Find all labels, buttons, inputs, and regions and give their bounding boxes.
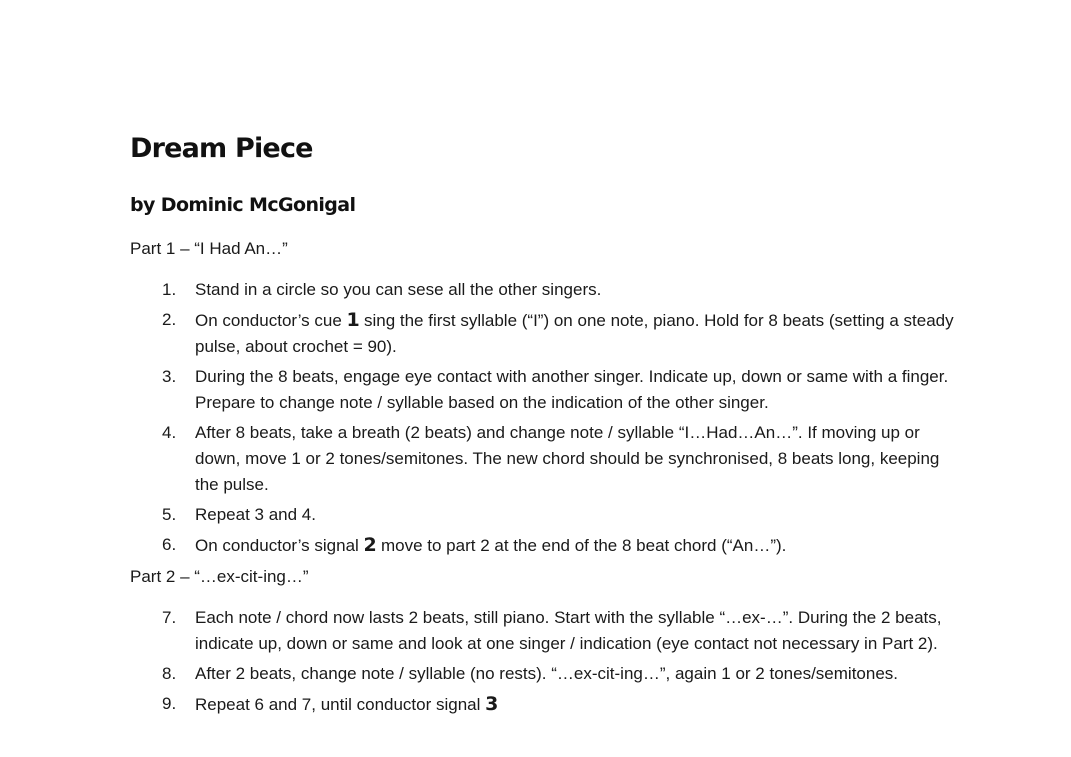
list-item [130, 502, 960, 528]
step-number: 4. [162, 423, 177, 442]
step-text: Stand in a circle so you can sese all the other singers. [195, 280, 602, 299]
part-2-heading: Part 2 – “…ex-cit-ing…” [130, 567, 309, 586]
document-title: Dream Piece [130, 133, 313, 164]
step-text: Each note / chord now lasts 2 beats, still piano. Start with the syllable “…ex-…”. During the 2 beats, indicate up, down or same and look at one singer / indication (eye contact not necessary in Part 2). [195, 608, 942, 653]
conductor-cue-2: 2 [363, 534, 377, 556]
list-item [130, 661, 960, 687]
step-text-after-cue: sing the first syllable (“I”) on one note, piano. Hold for 8 beats (setting a steady pulse, about crochet = 90). [195, 311, 954, 356]
part-1-steps [130, 277, 960, 563]
step-text-after-cue: move to part 2 at the end of the 8 beat chord (“An…”). [376, 536, 787, 555]
list-item [130, 277, 960, 303]
step-text-before-cue: On conductor’s signal [195, 536, 364, 555]
part-2-steps [130, 605, 960, 722]
list-item [130, 532, 960, 559]
step-number: 3. [162, 367, 177, 386]
author-byline: by Dominic McGonigal [130, 194, 356, 216]
step-number: 8. [162, 664, 177, 683]
step-text: Repeat 3 and 4. [195, 505, 316, 524]
step-text-before-cue: On conductor’s cue [195, 311, 347, 330]
conductor-cue-3: 3 [485, 693, 498, 715]
step-text: After 8 beats, take a breath (2 beats) and change note / syllable “I…Had…An…”. If moving up or down, move 1 or 2 tones/semitones. The new chord should be synchronised, 8 beats long, keeping the pulse. [195, 423, 940, 494]
list-item [130, 420, 960, 498]
conductor-cue-1: 1 [346, 309, 360, 331]
list-item [130, 364, 960, 416]
step-number: 7. [162, 608, 177, 627]
list-item [130, 605, 960, 657]
step-number: 9. [162, 694, 177, 713]
step-text: After 2 beats, change note / syllable (no rests). “…ex-cit-ing…”, again 1 or 2 tones/semitones. [195, 664, 899, 683]
step-text-before-cue: Repeat 6 and 7, until conductor signal [195, 695, 486, 714]
step-number: 6. [162, 535, 177, 554]
list-item [130, 307, 960, 360]
list-item [130, 691, 960, 718]
step-number: 1. [162, 280, 177, 299]
step-text: During the 8 beats, engage eye contact with another singer. Indicate up, down or same with a finger. Prepare to change note / syllable based on the indication of the other singer. [195, 367, 949, 412]
step-number: 2. [162, 310, 177, 329]
part-1-heading: Part 1 – “I Had An…” [130, 239, 288, 258]
step-number: 5. [162, 505, 177, 524]
